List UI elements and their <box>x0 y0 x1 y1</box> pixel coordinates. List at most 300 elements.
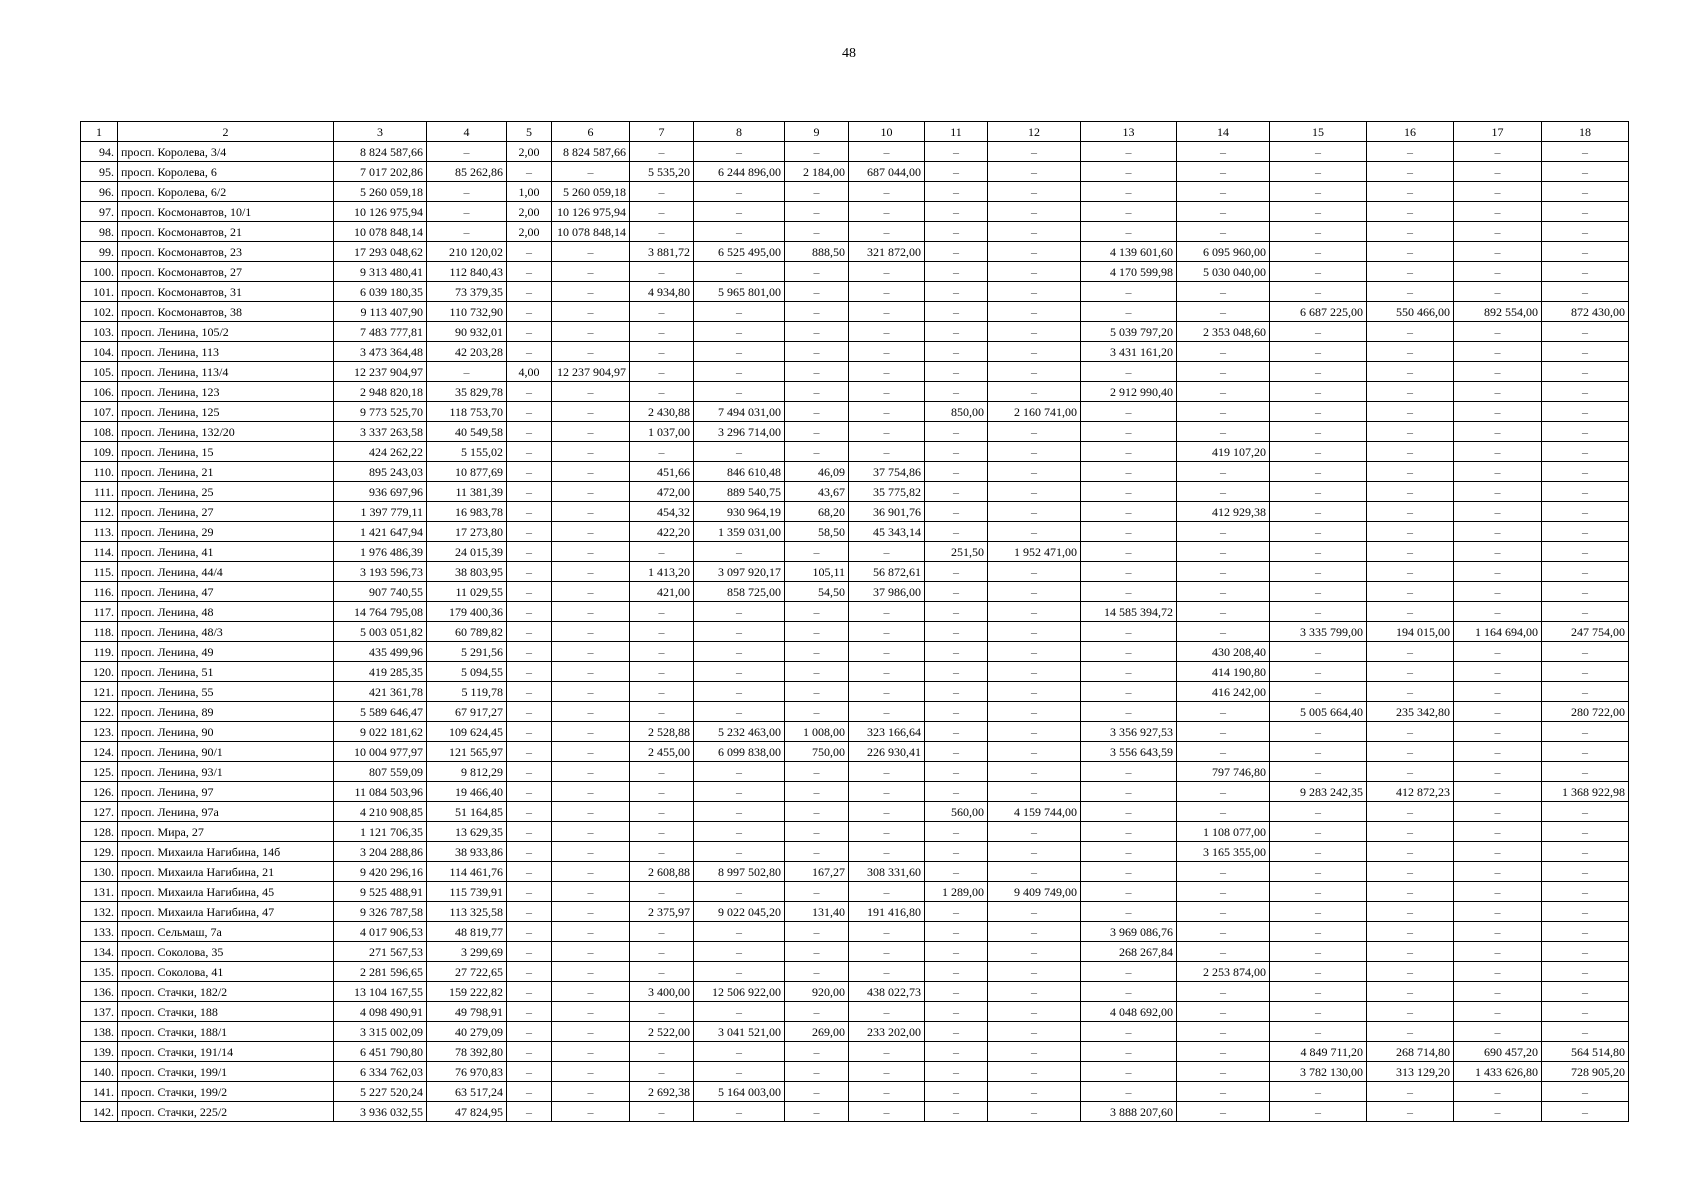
address-cell: просп. Стачки, 225/2 <box>118 1102 334 1122</box>
table-cell: – <box>1081 902 1177 922</box>
table-cell: – <box>507 882 552 902</box>
table-cell: – <box>630 682 694 702</box>
table-cell: 3 936 032,55 <box>334 1102 427 1122</box>
table-cell: – <box>925 562 988 582</box>
table-cell: – <box>849 182 925 202</box>
table-cell: 191 416,80 <box>849 902 925 922</box>
table-cell: 12 506 922,00 <box>694 982 785 1002</box>
table-cell: 73 379,35 <box>427 282 507 302</box>
table-cell: – <box>1542 362 1629 382</box>
table-cell: 27 722,65 <box>427 962 507 982</box>
table-cell: 40 279,09 <box>427 1022 507 1042</box>
table-cell: 11 084 503,96 <box>334 782 427 802</box>
table-cell: – <box>1542 682 1629 702</box>
address-cell: просп. Ленина, 90/1 <box>118 742 334 762</box>
table-row <box>81 702 1629 722</box>
address-cell: просп. Ленина, 15 <box>118 442 334 462</box>
table-cell: – <box>1177 562 1270 582</box>
row-number-cell: 103. <box>81 322 118 342</box>
table-cell: 2 692,38 <box>630 1082 694 1102</box>
table-cell: 42 203,28 <box>427 342 507 362</box>
table-cell: 1 421 647,94 <box>334 522 427 542</box>
table-cell: – <box>1542 322 1629 342</box>
table-cell: 11 029,55 <box>427 582 507 602</box>
table-cell: – <box>849 202 925 222</box>
table-row <box>81 562 1629 582</box>
row-number-cell: 139. <box>81 1042 118 1062</box>
table-row <box>81 742 1629 762</box>
table-cell: 560,00 <box>925 802 988 822</box>
table-cell: – <box>1081 962 1177 982</box>
table-cell: 416 242,00 <box>1177 682 1270 702</box>
table-cell: – <box>1454 962 1542 982</box>
table-cell: – <box>1270 342 1367 362</box>
table-cell: – <box>1367 582 1454 602</box>
table-cell: 5 094,55 <box>427 662 507 682</box>
row-number-cell: 120. <box>81 662 118 682</box>
table-cell: – <box>849 282 925 302</box>
table-cell: 105,11 <box>785 562 849 582</box>
row-number-cell: 105. <box>81 362 118 382</box>
table-row <box>81 462 1629 482</box>
table-cell: – <box>1270 242 1367 262</box>
table-cell: 280 722,00 <box>1542 702 1629 722</box>
table-cell: – <box>552 1082 630 1102</box>
table-cell: – <box>1270 682 1367 702</box>
row-number-cell: 138. <box>81 1022 118 1042</box>
table-cell: – <box>1454 182 1542 202</box>
table-cell: – <box>1081 802 1177 822</box>
table-cell: – <box>507 862 552 882</box>
table-cell: – <box>988 782 1081 802</box>
table-cell: 9 525 488,91 <box>334 882 427 902</box>
row-number-cell: 135. <box>81 962 118 982</box>
table-cell: 159 222,82 <box>427 982 507 1002</box>
column-header-15: 15 <box>1270 122 1367 142</box>
table-cell: – <box>1177 942 1270 962</box>
table-cell: – <box>785 542 849 562</box>
table-cell: – <box>1454 922 1542 942</box>
address-cell: просп. Ленина, 49 <box>118 642 334 662</box>
table-cell: – <box>1367 282 1454 302</box>
table-cell: – <box>1454 562 1542 582</box>
column-header-12: 12 <box>988 122 1081 142</box>
table-cell: – <box>1081 222 1177 242</box>
address-cell: просп. Королева, 6/2 <box>118 182 334 202</box>
table-cell: 451,66 <box>630 462 694 482</box>
table-cell: – <box>785 662 849 682</box>
table-cell: 1 121 706,35 <box>334 822 427 842</box>
row-number-cell: 96. <box>81 182 118 202</box>
table-cell: – <box>925 582 988 602</box>
table-cell: – <box>1542 1102 1629 1122</box>
table-cell: – <box>694 622 785 642</box>
table-cell: 9 326 787,58 <box>334 902 427 922</box>
column-header-14: 14 <box>1177 122 1270 142</box>
table-cell: 920,00 <box>785 982 849 1002</box>
table-cell: 9 420 296,16 <box>334 862 427 882</box>
table-cell: – <box>1081 502 1177 522</box>
table-cell: 109 624,45 <box>427 722 507 742</box>
table-cell: – <box>1454 702 1542 722</box>
table-cell: – <box>925 442 988 462</box>
table-cell: 3 556 643,59 <box>1081 742 1177 762</box>
table-row <box>81 322 1629 342</box>
address-cell: просп. Михаила Нагибина, 45 <box>118 882 334 902</box>
table-cell: – <box>1454 142 1542 162</box>
table-cell: – <box>1177 862 1270 882</box>
row-number-cell: 140. <box>81 1062 118 1082</box>
table-cell: – <box>1367 502 1454 522</box>
table-cell: – <box>849 842 925 862</box>
table-body <box>81 142 1629 1122</box>
table-cell: – <box>1081 1082 1177 1102</box>
table-cell: – <box>1081 142 1177 162</box>
table-cell: – <box>694 882 785 902</box>
table-cell: – <box>925 762 988 782</box>
table-cell: – <box>1454 982 1542 1002</box>
table-cell: 4 170 599,98 <box>1081 262 1177 282</box>
table-cell: – <box>552 462 630 482</box>
table-cell: 10 126 975,94 <box>334 202 427 222</box>
table-cell: – <box>785 642 849 662</box>
table-cell: 1 413,20 <box>630 562 694 582</box>
table-cell: – <box>552 822 630 842</box>
table-cell: – <box>630 262 694 282</box>
table-cell: – <box>694 962 785 982</box>
table-cell: – <box>507 502 552 522</box>
table-cell: – <box>552 882 630 902</box>
table-cell: – <box>630 442 694 462</box>
column-header-6: 6 <box>552 122 630 142</box>
table-cell: – <box>694 1042 785 1062</box>
table-cell: – <box>507 282 552 302</box>
table-cell: – <box>1542 562 1629 582</box>
address-cell: просп. Стачки, 199/2 <box>118 1082 334 1102</box>
table-cell: 11 381,39 <box>427 482 507 502</box>
table-cell: – <box>630 782 694 802</box>
table-cell: – <box>1367 742 1454 762</box>
table-cell: 3 315 002,09 <box>334 1022 427 1042</box>
table-cell: – <box>1367 362 1454 382</box>
table-cell: – <box>630 962 694 982</box>
table-cell: – <box>1454 202 1542 222</box>
row-number-cell: 119. <box>81 642 118 662</box>
table-cell: – <box>925 682 988 702</box>
table-cell: 112 840,43 <box>427 262 507 282</box>
table-cell: – <box>925 162 988 182</box>
table-cell: 110 732,90 <box>427 302 507 322</box>
address-cell: просп. Михаила Нагибина, 14б <box>118 842 334 862</box>
table-cell: – <box>925 1062 988 1082</box>
table-cell: – <box>507 1102 552 1122</box>
table-cell: – <box>630 142 694 162</box>
table-cell: – <box>507 1002 552 1022</box>
table-cell: – <box>694 1002 785 1022</box>
table-cell: – <box>630 942 694 962</box>
table-cell: – <box>694 322 785 342</box>
table-row <box>81 402 1629 422</box>
address-cell: просп. Ленина, 125 <box>118 402 334 422</box>
table-cell: 4 934,80 <box>630 282 694 302</box>
table-cell: – <box>785 282 849 302</box>
table-cell: – <box>1367 402 1454 422</box>
table-cell: – <box>925 862 988 882</box>
table-cell: – <box>1270 222 1367 242</box>
table-cell: – <box>507 1082 552 1102</box>
column-header-5: 5 <box>507 122 552 142</box>
table-cell: 10 078 848,14 <box>552 222 630 242</box>
table-cell: – <box>849 1082 925 1102</box>
table-cell: – <box>785 362 849 382</box>
table-cell: – <box>1542 542 1629 562</box>
table-cell: – <box>988 762 1081 782</box>
table-cell: – <box>1177 362 1270 382</box>
table-cell: – <box>925 342 988 362</box>
row-number-cell: 116. <box>81 582 118 602</box>
table-cell: – <box>1081 482 1177 502</box>
table-cell: 5 227 520,24 <box>334 1082 427 1102</box>
address-cell: просп. Космонавтов, 38 <box>118 302 334 322</box>
table-cell: 438 022,73 <box>849 982 925 1002</box>
table-cell: – <box>785 142 849 162</box>
table-cell: – <box>1177 422 1270 442</box>
table-cell: – <box>1542 1002 1629 1022</box>
table-cell: – <box>988 742 1081 762</box>
table-cell: 3 335 799,00 <box>1270 622 1367 642</box>
address-cell: просп. Мира, 27 <box>118 822 334 842</box>
table-row <box>81 1102 1629 1122</box>
table-cell: – <box>507 682 552 702</box>
row-number-cell: 123. <box>81 722 118 742</box>
table-cell: – <box>849 362 925 382</box>
table-cell: 858 725,00 <box>694 582 785 602</box>
table-cell: 3 400,00 <box>630 982 694 1002</box>
table-cell: 690 457,20 <box>1454 1042 1542 1062</box>
table-cell: – <box>552 622 630 642</box>
table-cell: – <box>1081 882 1177 902</box>
table-cell: – <box>552 242 630 262</box>
row-number-cell: 115. <box>81 562 118 582</box>
table-cell: 9 022 045,20 <box>694 902 785 922</box>
table-cell: – <box>1177 382 1270 402</box>
row-number-cell: 106. <box>81 382 118 402</box>
table-row <box>81 302 1629 322</box>
table-cell: – <box>988 562 1081 582</box>
row-number-cell: 100. <box>81 262 118 282</box>
table-cell: – <box>925 702 988 722</box>
row-number-cell: 112. <box>81 502 118 522</box>
table-cell: 1 952 471,00 <box>988 542 1081 562</box>
table-cell: – <box>1542 582 1629 602</box>
table-cell: – <box>630 362 694 382</box>
table-cell: 308 331,60 <box>849 862 925 882</box>
table-cell: – <box>552 422 630 442</box>
table-cell: – <box>1367 382 1454 402</box>
table-cell: – <box>849 822 925 842</box>
table-cell: – <box>1454 902 1542 922</box>
table-cell: – <box>1177 1002 1270 1022</box>
table-cell: – <box>925 902 988 922</box>
table-cell: 3 204 288,86 <box>334 842 427 862</box>
address-cell: просп. Ленина, 89 <box>118 702 334 722</box>
table-cell: 3 782 130,00 <box>1270 1062 1367 1082</box>
table-cell: 114 461,76 <box>427 862 507 882</box>
table-cell: – <box>1454 762 1542 782</box>
table-cell: – <box>1177 802 1270 822</box>
page-number: 48 <box>842 46 856 61</box>
table-cell: – <box>849 662 925 682</box>
table-cell: 13 629,35 <box>427 822 507 842</box>
table-cell: – <box>630 882 694 902</box>
table-cell: – <box>1177 1082 1270 1102</box>
table-cell: – <box>507 482 552 502</box>
table-cell: – <box>1177 1102 1270 1122</box>
address-cost-table <box>80 121 1629 1122</box>
table-cell: – <box>785 1102 849 1122</box>
table-cell: – <box>630 302 694 322</box>
table-cell: – <box>552 662 630 682</box>
address-cell: просп. Стачки, 199/1 <box>118 1062 334 1082</box>
table-cell: – <box>1542 522 1629 542</box>
address-cell: просп. Ленина, 93/1 <box>118 762 334 782</box>
table-cell: 4 210 908,85 <box>334 802 427 822</box>
table-cell: 17 293 048,62 <box>334 242 427 262</box>
table-cell: 422,20 <box>630 522 694 542</box>
table-cell: 10 004 977,97 <box>334 742 427 762</box>
table-cell: – <box>925 782 988 802</box>
table-cell: – <box>785 222 849 242</box>
table-cell: – <box>1454 222 1542 242</box>
address-cell: просп. Ленина, 44/4 <box>118 562 334 582</box>
table-row <box>81 722 1629 742</box>
table-cell: – <box>694 142 785 162</box>
table-cell: 2 948 820,18 <box>334 382 427 402</box>
table-cell: 728 905,20 <box>1542 1062 1629 1082</box>
table-cell: – <box>694 542 785 562</box>
table-cell: – <box>507 242 552 262</box>
table-cell: 35 775,82 <box>849 482 925 502</box>
table-row <box>81 442 1629 462</box>
table-cell: – <box>507 802 552 822</box>
table-cell: – <box>988 202 1081 222</box>
address-cell: просп. Ленина, 132/20 <box>118 422 334 442</box>
table-cell: – <box>1081 202 1177 222</box>
table-cell: – <box>630 762 694 782</box>
table-cell: – <box>1454 822 1542 842</box>
table-cell: 9 113 407,90 <box>334 302 427 322</box>
table-cell: – <box>1367 202 1454 222</box>
table-row <box>81 962 1629 982</box>
table-cell: – <box>925 202 988 222</box>
table-cell: – <box>1454 842 1542 862</box>
table-cell: – <box>552 742 630 762</box>
table-cell: – <box>849 642 925 662</box>
table-cell: – <box>785 442 849 462</box>
table-cell: – <box>1177 902 1270 922</box>
table-cell: 58,50 <box>785 522 849 542</box>
table-cell: – <box>552 542 630 562</box>
table-cell: 2 528,88 <box>630 722 694 742</box>
table-cell: – <box>1081 422 1177 442</box>
table-cell: – <box>849 942 925 962</box>
table-cell: 9 313 480,41 <box>334 262 427 282</box>
table-cell: – <box>1270 262 1367 282</box>
table-cell: – <box>1177 182 1270 202</box>
table-cell: – <box>1454 1102 1542 1122</box>
table-cell: – <box>507 922 552 942</box>
table-cell: – <box>988 222 1081 242</box>
address-cell: просп. Ленина, 29 <box>118 522 334 542</box>
table-cell: – <box>849 302 925 322</box>
address-cell: просп. Ленина, 113 <box>118 342 334 362</box>
table-cell: – <box>1367 682 1454 702</box>
table-cell: – <box>507 522 552 542</box>
table-cell: 121 565,97 <box>427 742 507 762</box>
table-cell: – <box>1367 562 1454 582</box>
row-number-cell: 125. <box>81 762 118 782</box>
table-cell: – <box>427 182 507 202</box>
table-cell: – <box>1270 182 1367 202</box>
table-cell: 888,50 <box>785 242 849 262</box>
table-cell: – <box>1542 442 1629 462</box>
table-cell: – <box>925 502 988 522</box>
table-cell: – <box>507 722 552 742</box>
table-cell: 268 267,84 <box>1081 942 1177 962</box>
table-cell: – <box>694 642 785 662</box>
table-cell: – <box>988 902 1081 922</box>
row-number-cell: 104. <box>81 342 118 362</box>
address-cell: просп. Соколова, 41 <box>118 962 334 982</box>
table-row <box>81 522 1629 542</box>
table-cell: – <box>785 682 849 702</box>
table-cell: 10 126 975,94 <box>552 202 630 222</box>
row-number-cell: 122. <box>81 702 118 722</box>
table-cell: 35 829,78 <box>427 382 507 402</box>
table-cell: – <box>552 282 630 302</box>
table-cell: 797 746,80 <box>1177 762 1270 782</box>
table-cell: – <box>1542 282 1629 302</box>
table-cell: – <box>552 342 630 362</box>
table-cell: 2 160 741,00 <box>988 402 1081 422</box>
table-cell: 233 202,00 <box>849 1022 925 1042</box>
table-cell: – <box>1367 1002 1454 1022</box>
row-number-cell: 107. <box>81 402 118 422</box>
table-cell: – <box>1177 742 1270 762</box>
column-header-18: 18 <box>1542 122 1629 142</box>
table-cell: 3 337 263,58 <box>334 422 427 442</box>
table-cell: – <box>849 702 925 722</box>
table-cell: – <box>1367 902 1454 922</box>
table-cell: – <box>1542 502 1629 522</box>
table-cell: – <box>988 622 1081 642</box>
table-cell: – <box>925 1022 988 1042</box>
table-cell: – <box>1367 822 1454 842</box>
table-cell: – <box>925 602 988 622</box>
table-cell: – <box>1367 1022 1454 1042</box>
table-cell: – <box>1542 802 1629 822</box>
table-cell: – <box>785 382 849 402</box>
table-cell: – <box>552 302 630 322</box>
table-cell: – <box>785 1002 849 1022</box>
table-cell: – <box>552 682 630 702</box>
table-cell: – <box>1454 482 1542 502</box>
table-row <box>81 202 1629 222</box>
table-cell: 421 361,78 <box>334 682 427 702</box>
table-cell: – <box>785 1082 849 1102</box>
table-cell: 131,40 <box>785 902 849 922</box>
table-row <box>81 382 1629 402</box>
